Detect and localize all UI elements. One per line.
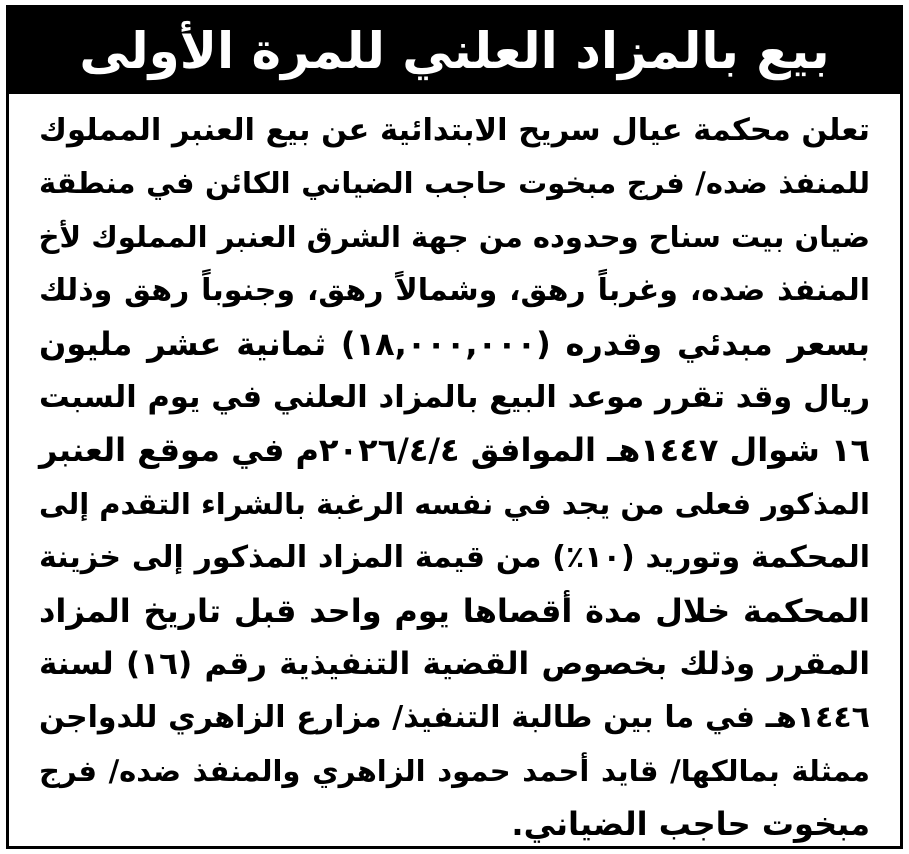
notice-line: المذكور فعلى من يجد في نفسه الرغبة بالشراء التقدم إلى: [39, 486, 870, 521]
notice-line: تعلن محكمة عيال سريح الابتدائية عن بيع العنبر المملوك: [39, 113, 870, 148]
notice-line: المحكمة وتوريد (١٠٪) من قيمة المزاد المذكور إلى خزينة: [39, 540, 871, 576]
notice-line: المحكمة خلال مدة أقصاها يوم واحد قبل تاريخ المزاد: [39, 591, 870, 630]
notice-line: ضيان بيت سناح وحدوده من جهة الشرق العنبر المملوك لأخ: [38, 219, 870, 254]
notice-line: ١٤٤٦هـ في ما بين طالبة التنفيذ/ مزارع الزاهري للدواجن: [39, 700, 870, 736]
notice-frame: [6, 5, 903, 849]
notice-line: المقرر وذلك بخصوص القضية التنفيذية رقم (١٦) لسنة: [39, 645, 870, 682]
notice-line: مبخوت حاجب الضياني.: [511, 805, 870, 844]
notice-line: ريال وقد تقرر موعد البيع بالمزاد العلني في يوم السبت: [39, 379, 870, 415]
notice-headline: بيع بالمزاد العلني للمرة الأولى: [9, 8, 900, 94]
notice-line: ممثلة بمالكها/ قايد أحمد حمود الزاهري والمنفذ ضده/ فرج: [39, 753, 870, 788]
notice-line: بسعر مبدئي وقدره (١٨,٠٠٠,٠٠٠) ثمانية عشر مليون: [39, 324, 871, 363]
notice-line: للمنفذ ضده/ فرج مبخوت حاجب الضياني الكائن في منطقة: [39, 166, 870, 201]
notice-body: [9, 94, 900, 849]
notice-line: ١٦ شوال ١٤٤٧هـ الموافق ٢٠٢٦/٤/٤م في موقع العنبر: [39, 431, 871, 470]
notice-line: المنفذ ضده، وغرباً رهق، وشمالاً رهق، وجنوباً رهق وذلك: [39, 273, 870, 309]
